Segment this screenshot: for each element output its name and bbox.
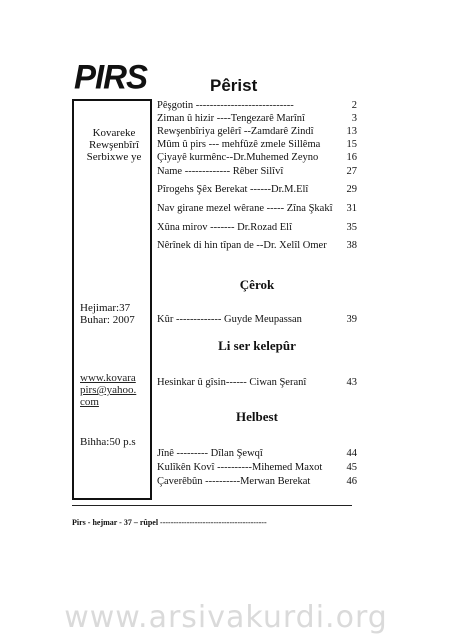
toc-entry bbox=[157, 476, 357, 488]
toc-entry-text: Kulîkên Kovî ----------Mihemed Maxot bbox=[157, 462, 323, 473]
website-link[interactable] bbox=[80, 372, 136, 408]
toc-entry-page: 35 bbox=[346, 222, 357, 233]
page-footer: Pirs - hejmar - 37 – rûpel ---------------------------------------- bbox=[72, 518, 267, 527]
toc-entry bbox=[157, 203, 357, 215]
issue-number: Hejimar:37 bbox=[80, 302, 131, 314]
toc-entry-text: Çiyayê kurmênc--Dr.Muhemed Zeyno bbox=[157, 152, 319, 163]
magazine-logo: PIRS bbox=[74, 57, 148, 96]
toc-entry bbox=[157, 240, 357, 252]
toc-entry-page: 46 bbox=[346, 476, 357, 487]
toc-entry bbox=[157, 139, 357, 151]
toc-entry-text: Name ------------- Rêber Silîvî bbox=[157, 166, 284, 177]
description-line: Kovareke bbox=[92, 127, 136, 139]
toc-entry-page: 15 bbox=[346, 139, 357, 150]
section-heading-cerok: Çêrok bbox=[239, 277, 275, 292]
toc-entry bbox=[157, 448, 357, 460]
toc-entry bbox=[157, 222, 357, 234]
toc-entry-page: 27 bbox=[346, 166, 357, 177]
toc-entry-text: Mûm û pirs --- mehfûzê zmele Sillêma bbox=[157, 139, 321, 150]
toc-entry bbox=[157, 377, 357, 389]
toc-entry-text: Hesinkar û gîsin------ Ciwan Şeranî bbox=[157, 377, 307, 388]
toc-entry-text: Xûna mirov ------- Dr.Rozad Elî bbox=[157, 222, 292, 233]
toc-entry-page: 3 bbox=[351, 113, 357, 124]
website-line: com bbox=[80, 396, 99, 408]
toc-entry-page: 2 bbox=[351, 100, 357, 111]
toc-entry-page: 29 bbox=[346, 184, 357, 195]
toc-entry bbox=[157, 462, 357, 474]
section-heading-helbest: Helbest bbox=[236, 409, 278, 424]
toc-entry-text: Rewşenbîriya gelêrî --Zamdarê Zindî bbox=[157, 126, 314, 137]
toc-entry-page: 43 bbox=[346, 377, 357, 388]
footer-divider bbox=[72, 505, 352, 506]
toc-entry-text: Ziman û hizir ----Tengezarê Marînî bbox=[157, 113, 305, 124]
toc-entry-text: Çaverêbûn ----------Merwan Berekat bbox=[157, 476, 311, 487]
toc-entry bbox=[157, 166, 357, 178]
toc-entry-page: 38 bbox=[346, 240, 357, 251]
description-line: Rewşenbîrî bbox=[88, 139, 140, 151]
section-heading-li-ser-kelepur: Li ser kelepûr bbox=[218, 338, 296, 353]
toc-entry-page: 31 bbox=[346, 203, 357, 214]
toc-entry-text: Nêrînek di hin tîpan de --Dr. Xelîl Omer bbox=[157, 240, 327, 251]
toc-entry-text: Pîrogehs Şêx Berekat ------Dr.M.Elî bbox=[157, 184, 309, 195]
toc-entry bbox=[157, 113, 357, 125]
magazine-description bbox=[76, 127, 152, 163]
description-line: Serbixwe ye bbox=[86, 151, 142, 163]
toc-entry bbox=[157, 100, 357, 112]
toc-entry-page: 44 bbox=[346, 448, 357, 459]
toc-entry-page: 16 bbox=[346, 152, 357, 163]
website-line: www.kovara bbox=[80, 372, 136, 384]
issue-season: Buhar: 2007 bbox=[80, 314, 135, 326]
toc-entry-text: Nav girane mezel wêrane ----- Zîna Şkakî bbox=[157, 203, 333, 214]
issue-info bbox=[80, 302, 135, 326]
toc-title: Pêrist bbox=[210, 76, 258, 95]
toc-entry-text: Pêşgotin ---------------------------- bbox=[157, 100, 294, 111]
toc-entry bbox=[157, 184, 357, 196]
website-line: pirs@yahoo. bbox=[80, 384, 137, 396]
toc-entry-text: Jînê --------- Dîlan Şewqî bbox=[157, 448, 263, 459]
toc-entry-text: Kûr ------------- Guyde Meupassan bbox=[157, 314, 302, 325]
toc-entry-page: 13 bbox=[346, 126, 357, 137]
toc-entry bbox=[157, 152, 357, 164]
toc-entry-page: 39 bbox=[346, 314, 357, 325]
toc-entry bbox=[157, 314, 357, 326]
watermark: www.arsivakurdi.org bbox=[64, 600, 388, 635]
toc-entry bbox=[157, 126, 357, 138]
price: Bihha:50 p.s bbox=[80, 436, 136, 448]
toc-entry-page: 45 bbox=[346, 462, 357, 473]
